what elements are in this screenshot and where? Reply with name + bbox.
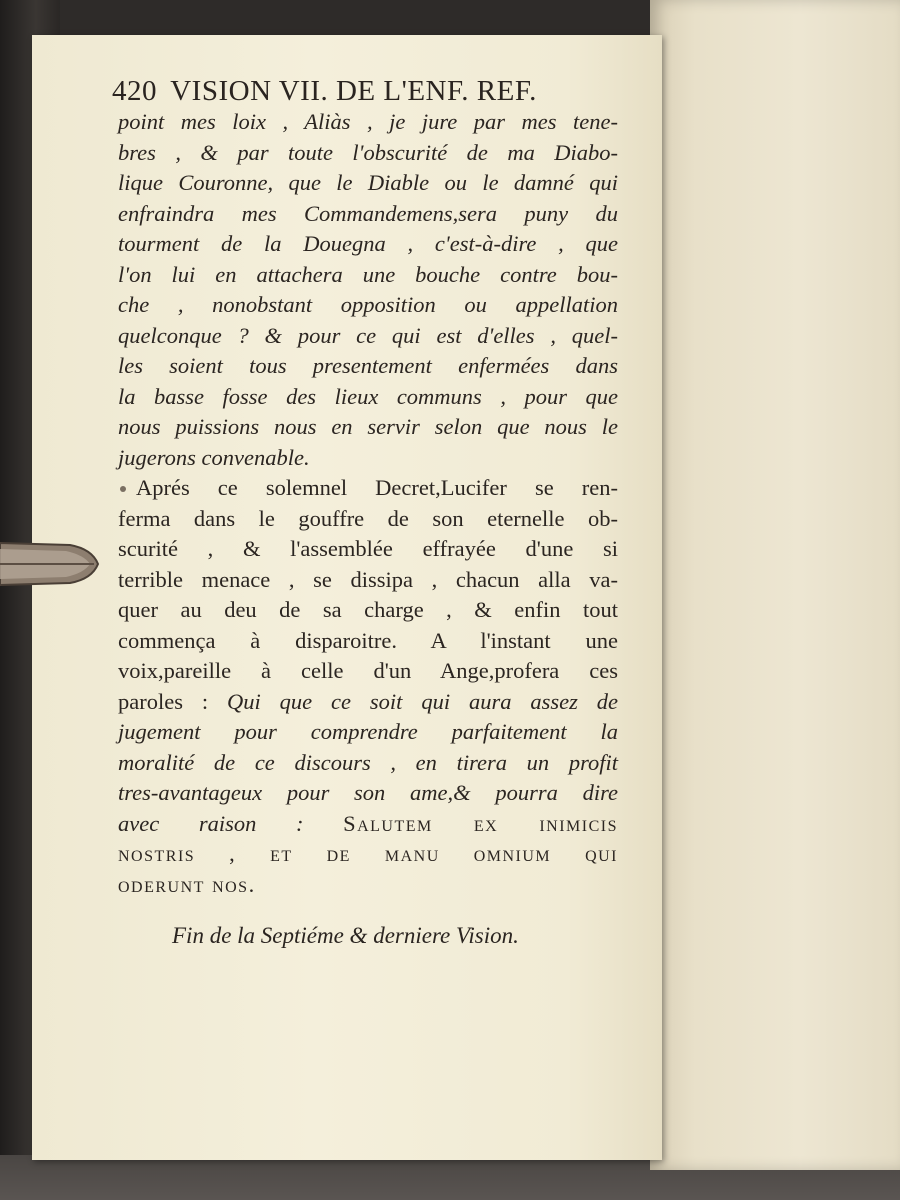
text-line: ferma dans le gouffre de son eternelle ob- xyxy=(118,505,618,531)
bookmark-ribbon xyxy=(0,535,100,593)
facing-page-blank xyxy=(650,0,900,1170)
paragraph-decree xyxy=(118,107,618,473)
paragraph-narrative xyxy=(118,473,618,900)
text-line xyxy=(118,809,618,840)
text-line: tres-avantageux pour son ame,& pourra dire xyxy=(118,780,618,805)
closing-line: Fin de la Septiéme & derniere Vision. xyxy=(172,923,519,948)
text-line: les soient tous presentement enfermées dans xyxy=(118,353,618,378)
text-line: terrible menace , se dissipa , chacun alla va- xyxy=(118,566,618,592)
running-title: VISION VII. DE L'ENF. REF. xyxy=(170,75,537,107)
text-line: commença à disparoitre. A l'instant une xyxy=(118,627,618,653)
text-line: scurité , & l'assemblée effrayée d'une si xyxy=(118,536,618,561)
latin-quote-line: oderunt nos. xyxy=(118,871,256,897)
paragraph-mark xyxy=(120,486,126,492)
text-italic: Qui que ce soit qui aura assez de xyxy=(227,688,619,714)
text-italic: avec raison : xyxy=(118,810,304,836)
page-text xyxy=(118,107,618,900)
text-line xyxy=(118,687,618,718)
text-line: bres , & par toute l'obscurité de ma Diabo- xyxy=(118,139,618,165)
text-line-content: Aprés ce solemnel Decret,Lucifer se ren- xyxy=(136,475,618,500)
text-line: voix,pareille à celle d'un Ange,profera ces xyxy=(118,658,618,683)
text-line: point mes loix , Aliàs , je jure par mes tene- xyxy=(118,109,618,134)
text-line: tourment de la Douegna , c'est-à-dire , que xyxy=(118,231,618,256)
text-roman: paroles : xyxy=(118,688,209,714)
text-line: quer au deu de sa charge , & enfin tout xyxy=(118,597,618,622)
latin-quote: Salutem ex inimicis xyxy=(343,810,618,836)
text-line: quelconque ? & pour ce qui est d'elles , quel- xyxy=(118,322,618,348)
text-line: jugerons convenable. xyxy=(118,444,310,470)
latin-quote-line: nostris , et de manu omnium qui xyxy=(118,841,618,866)
text-line: che , nonobstant opposition ou appellation xyxy=(118,292,618,317)
text-line: moralité de ce discours , en tirera un profit xyxy=(118,749,618,775)
text-line: lique Couronne, que le Diable ou le damné qui xyxy=(118,170,618,195)
text-line: l'on lui en attachera une bouche contre bou- xyxy=(118,261,618,287)
text-line: enfraindra mes Commandemens,sera puny du xyxy=(118,200,618,226)
text-line: jugement pour comprendre parfaitement la xyxy=(118,719,618,744)
book-page xyxy=(32,35,662,1160)
text-line xyxy=(118,473,618,504)
page-number: 420 xyxy=(112,75,157,107)
text-line: la basse fosse des lieux communs , pour que xyxy=(118,383,618,409)
text-line: nous puissions nous en servir selon que nous le xyxy=(118,414,618,439)
running-header xyxy=(112,75,592,108)
